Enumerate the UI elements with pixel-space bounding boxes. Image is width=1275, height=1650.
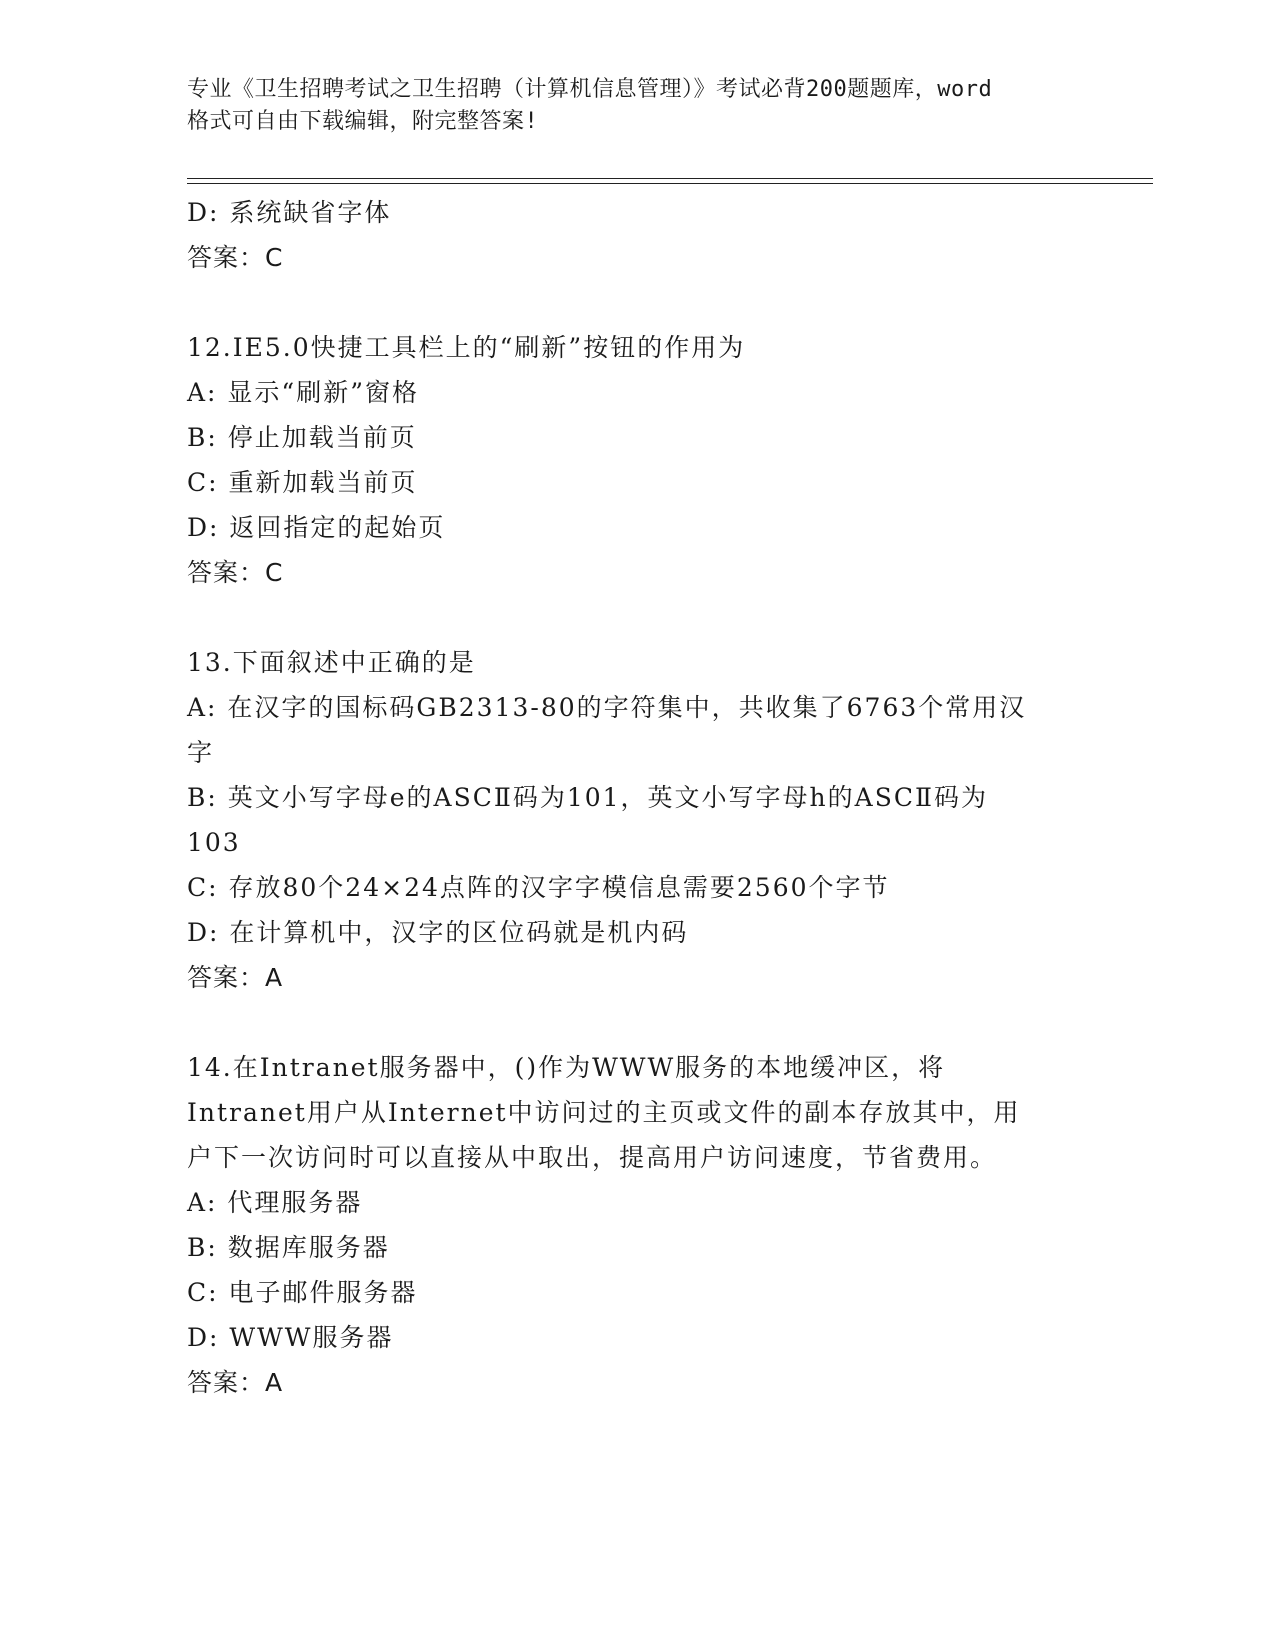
option-a: A: 显示“刷新”窗格 <box>187 378 419 407</box>
answer: 答案：C <box>187 558 284 587</box>
prev-option-d: D: 系统缺省字体 <box>187 198 392 227</box>
question-14 <box>187 1045 1087 1405</box>
option-c: C: 重新加载当前页 <box>187 468 418 497</box>
header-line-1: 专业《卫生招聘考试之卫生招聘（计算机信息管理）》考试必背200题题库，word <box>187 77 993 102</box>
option-b: B: 数据库服务器 <box>187 1233 390 1262</box>
option-b: B: 停止加载当前页 <box>187 423 417 452</box>
question-12 <box>187 325 1087 595</box>
question-text-line-2: Intranet用户从Internet中访问过的主页或文件的副本存放其中，用 <box>187 1098 1021 1127</box>
option-d: D: 返回指定的起始页 <box>187 513 446 542</box>
option-d: D: WWW服务器 <box>187 1323 394 1352</box>
question-text-line-3: 户下一次访问时可以直接从中取出，提高用户访问速度，节省费用。 <box>187 1143 998 1172</box>
question-list <box>187 190 1087 1405</box>
option-b-line-1: B: 英文小写字母e的ASCⅡ码为101，英文小写字母h的ASCⅡ码为 <box>187 783 988 812</box>
question-text: 13.下面叙述中正确的是 <box>187 648 476 677</box>
option-c: C: 电子邮件服务器 <box>187 1278 418 1307</box>
option-a-line-1: A: 在汉字的国标码GB2313-80的字符集中，共收集了6763个常用汉 <box>187 693 1027 722</box>
answer: 答案：A <box>187 1368 284 1397</box>
header-line-2: 格式可自由下载编辑，附完整答案! <box>187 109 539 134</box>
prev-answer: 答案：C <box>187 243 284 272</box>
spacer <box>187 1000 1087 1045</box>
document-header <box>187 74 1087 138</box>
answer: 答案：A <box>187 963 284 992</box>
question-text: 12.IE5.0快捷工具栏上的“刷新”按钮的作用为 <box>187 333 746 362</box>
question-13 <box>187 640 1087 1000</box>
option-c: C: 存放80个24×24点阵的汉字字模信息需要2560个字节 <box>187 873 890 902</box>
header-divider-top <box>187 178 1153 179</box>
header-divider-bottom <box>187 183 1153 184</box>
option-a-line-2: 字 <box>187 738 215 767</box>
option-d: D: 在计算机中，汉字的区位码就是机内码 <box>187 918 689 947</box>
option-a: A: 代理服务器 <box>187 1188 363 1217</box>
question-text-line-1: 14.在Intranet服务器中，()作为WWW服务的本地缓冲区，将 <box>187 1053 946 1082</box>
spacer <box>187 280 1087 325</box>
spacer <box>187 595 1087 640</box>
option-b-line-2: 103 <box>187 828 241 857</box>
